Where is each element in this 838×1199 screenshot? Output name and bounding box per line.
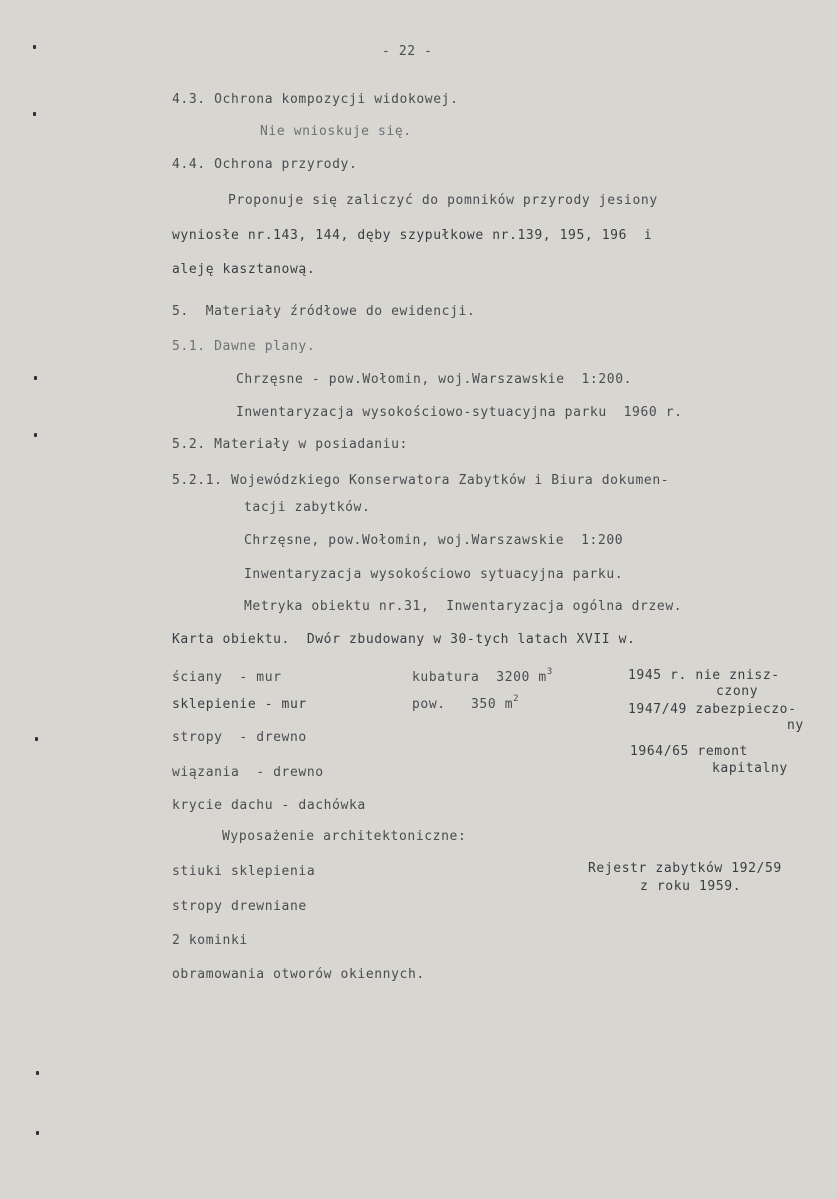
register-line-1: Rejestr zabytków 192/59 xyxy=(588,861,782,876)
section-5-2-1-item-2: Inwentaryzacja wysokościowo sytuacyjna parku. xyxy=(244,567,624,582)
section-5-1-item-2: Inwentaryzacja wysokościowo-sytuacyjna parku 1960 r. xyxy=(236,405,683,420)
history-1945-line-1: 1945 r. nie znisz- xyxy=(628,668,780,683)
detail-roofing: krycie dachu - dachówka xyxy=(172,798,366,813)
equipment-heading: Wyposażenie architektoniczne: xyxy=(222,829,467,844)
section-5-2-1-line-1: 5.2.1. Wojewódzkiego Konserwatora Zabytków i Biura dokumen- xyxy=(172,473,670,488)
margin-speck xyxy=(34,376,37,380)
section-4-4-line-2: wyniosłe nr.143, 144, dęby szypułkowe nr.139, 195, 196 i xyxy=(172,228,653,243)
section-5-1-item-1: Chrzęsne - pow.Wołomin, woj.Warszawskie 1:200. xyxy=(236,372,633,387)
equipment-item: 2 kominki xyxy=(172,933,248,948)
history-1964-line-2: kapitalny xyxy=(712,761,788,776)
section-4-3-text: Nie wnioskuje się. xyxy=(260,124,412,139)
section-5-heading: 5. Materiały źródłowe do ewidencji. xyxy=(172,304,476,319)
section-5-2-1-item-3: Metryka obiektu nr.31, Inwentaryzacja ogólna drzew. xyxy=(244,599,683,614)
section-5-2-1-line-2: tacji zabytków. xyxy=(244,500,371,515)
detail-vault: sklepienie - mur xyxy=(172,697,307,712)
margin-speck xyxy=(36,1071,39,1075)
register-line-2: z roku 1959. xyxy=(640,879,742,894)
detail-area: pow. 350 $m^2$ xyxy=(412,694,520,712)
history-1945-line-2: czony xyxy=(716,684,759,699)
history-1947-line-2: ny xyxy=(787,718,804,733)
section-4-4-line-3: aleję kasztanową. xyxy=(172,262,316,277)
section-5-2-1-item-1: Chrzęsne, pow.Wołomin, woj.Warszawskie 1:200 xyxy=(244,533,624,548)
section-4-4-heading: 4.4. Ochrona przyrody. xyxy=(172,157,358,172)
detail-walls: ściany - mur xyxy=(172,670,282,685)
history-1964-line-1: 1964/65 remont xyxy=(630,744,748,759)
detail-truss: wiązania - drewno xyxy=(172,765,324,780)
margin-speck xyxy=(34,433,37,437)
equipment-item: stropy drewniane xyxy=(172,899,307,914)
section-4-4-line-1: Proponuje się zaliczyć do pomników przyrody jesiony xyxy=(228,193,658,208)
margin-speck xyxy=(36,1131,39,1135)
margin-speck xyxy=(35,737,38,741)
equipment-item: obramowania otworów okiennych. xyxy=(172,967,425,982)
section-5-1-heading: 5.1. Dawne plany. xyxy=(172,339,316,354)
detail-volume: kubatura 3200 $m^3$ xyxy=(412,667,553,685)
section-5-2-1-item-4: Karta obiektu. Dwór zbudowany w 30-tych latach XVII w. xyxy=(172,632,636,647)
history-1947-line-1: 1947/49 zabezpieczo- xyxy=(628,702,797,717)
margin-speck xyxy=(33,45,36,49)
equipment-item: stiuki sklepienia xyxy=(172,864,316,879)
page-number: - 22 - xyxy=(382,44,433,59)
section-5-2-heading: 5.2. Materiały w posiadaniu: xyxy=(172,437,408,452)
margin-speck xyxy=(33,112,36,116)
detail-ceilings: stropy - drewno xyxy=(172,730,307,745)
section-4-3-heading: 4.3. Ochrona kompozycji widokowej. xyxy=(172,92,459,107)
